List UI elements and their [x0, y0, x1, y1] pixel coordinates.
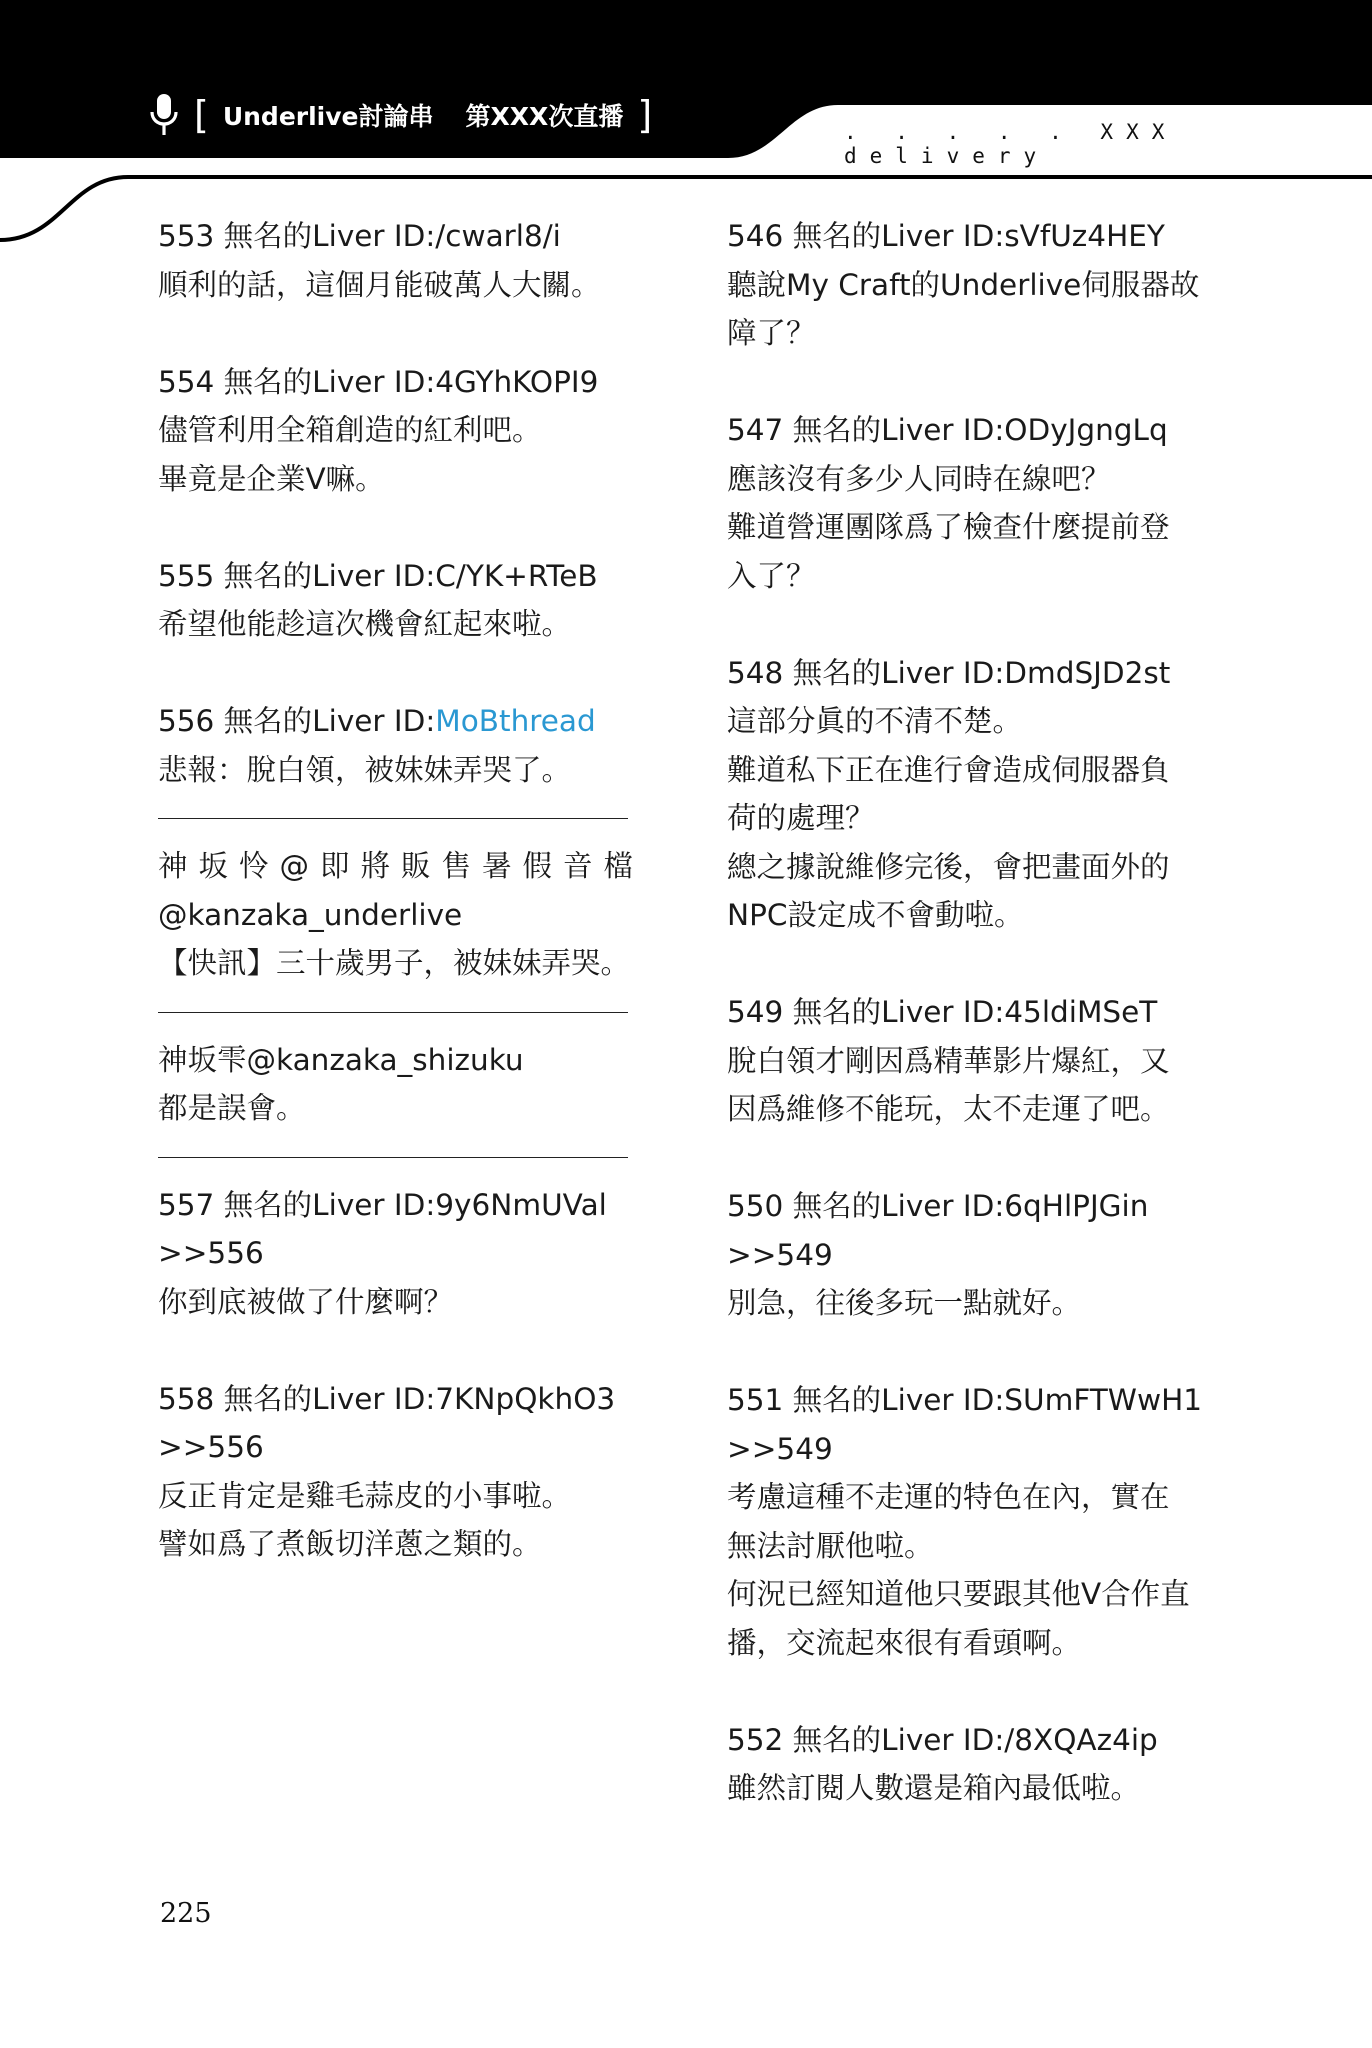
post-line: 播，交流起來很有看頭啊。: [727, 1625, 1082, 1660]
post-line: 考慮這種不走運的特色在內，實在: [727, 1480, 1170, 1514]
post-header: 550 無名的Liver ID:6qHlPJGin: [727, 1189, 1149, 1223]
post-header-prefix: 556 無名的Liver ID:: [158, 704, 436, 738]
microphone-icon: [148, 92, 180, 138]
post-header: 551 無名的Liver ID:SUmFTWwH1: [727, 1383, 1203, 1417]
post-line: 難道營運團隊爲了檢查什麼提前登: [727, 510, 1170, 544]
post-line: 譬如爲了煮飯切洋蔥之類的。: [158, 1527, 542, 1561]
divider: [158, 818, 628, 819]
header-delivery: . . . . . XXX delivery: [844, 120, 1178, 168]
tweet-author-name: 神 坂 怜 @ 即 將 販 售 暑 假 音 檔: [158, 849, 633, 883]
post-header: 547 無名的Liver ID:ODyJgngLq: [727, 413, 1168, 447]
post-header: 552 無名的Liver ID:/8XQAz4ip: [727, 1722, 1158, 1757]
post-line: 希望他能趁這次機會紅起來啦。: [158, 607, 572, 641]
post-header: 557 無名的Liver ID:9y6NmUVal: [158, 1187, 607, 1222]
post-554: [158, 358, 648, 504]
post-reply-ref: >>549: [727, 1237, 833, 1272]
bracket-open: [: [194, 93, 209, 137]
post-line: 這部分眞的不清不楚。: [727, 704, 1023, 738]
post-line: 因爲維修不能玩，太不走運了吧。: [727, 1092, 1170, 1126]
post-557: [158, 1181, 648, 1327]
post-reply-ref: >>549: [727, 1431, 833, 1466]
tweet-shizuku: [158, 1036, 648, 1133]
thread-link[interactable]: MoBthread: [435, 704, 596, 738]
post-line: 你到底被做了什麼啊？: [158, 1284, 454, 1319]
post-547: [727, 406, 1217, 600]
tweet-author-name: 神坂雫@kanzaka_shizuku: [158, 1042, 524, 1077]
post-558: [158, 1375, 648, 1569]
post-line: 何況已經知道他只要跟其他V合作直: [727, 1577, 1190, 1611]
bracket-close: ]: [637, 93, 653, 137]
post-552: [727, 1716, 1217, 1813]
post-header: 553 無名的Liver ID:/cwarl8/i: [158, 219, 561, 253]
post-line: 難道私下正在進行會造成伺服器負: [727, 752, 1170, 787]
post-line: 雖然訂閱人數還是箱內最低啦。: [727, 1771, 1141, 1805]
post-line: 應該沒有多少人同時在線吧？: [727, 461, 1111, 496]
divider: [158, 1157, 628, 1158]
post-line: 脫白領才剛因爲精華影片爆紅，又: [727, 1043, 1170, 1078]
post-header: 554 無名的Liver ID:4GYhKOPI9: [158, 364, 599, 399]
post-551: [727, 1376, 1217, 1667]
tweet-text: 都是誤會。: [158, 1091, 306, 1125]
post-line: 儘管利用全箱創造的紅利吧。: [158, 413, 542, 447]
left-column: [158, 212, 648, 1617]
post-553: [158, 212, 648, 309]
tweet-rei: [158, 842, 648, 988]
post-line: 荷的處理？: [727, 801, 875, 835]
post-line: 聽說My Craft的Underlive伺服器故: [727, 267, 1200, 302]
right-column: [727, 212, 1217, 1861]
post-header: 546 無名的Liver ID:sVfUz4HEY: [727, 219, 1165, 253]
page-number: 225: [160, 1898, 212, 1929]
post-reply-ref: >>556: [158, 1430, 264, 1464]
post-line: 無法討厭他啦。: [727, 1528, 934, 1563]
post-548: [727, 649, 1217, 940]
post-line: NPC設定成不會動啦。: [727, 898, 1024, 932]
tweet-text: 【快訊】三十歲男子，被妹妹弄哭。: [158, 946, 631, 980]
post-header: 558 無名的Liver ID:7KNpQkhO3: [158, 1381, 616, 1416]
post-reply-ref: >>556: [158, 1236, 264, 1270]
post-header: 549 無名的Liver ID:45ldiMSeT: [727, 995, 1158, 1029]
post-line: 順利的話，這個月能破萬人大關。: [158, 267, 601, 302]
post-line: 總之據說維修完後，會把畫面外的: [727, 849, 1170, 884]
post-line: 悲報：脫白領，被妹妹弄哭了。: [158, 752, 572, 787]
post-556: [158, 697, 648, 794]
post-line: 入了？: [727, 558, 816, 593]
post-546: [727, 212, 1217, 358]
header-episode: 第XXX次直播: [465, 102, 624, 131]
post-line: 畢竟是企業V嘛。: [158, 461, 385, 496]
post-header: [158, 697, 648, 746]
post-line: 反正肯定是雞毛蒜皮的小事啦。: [158, 1478, 572, 1513]
header-series-title: Underlive討論串: [222, 102, 434, 131]
post-555: [158, 552, 648, 649]
post-header: 548 無名的Liver ID:DmdSJD2st: [727, 655, 1171, 690]
post-549: [727, 988, 1217, 1134]
post-line: 別急，往後多玩一點就好。: [727, 1286, 1082, 1320]
tweet-handle: @kanzaka_underlive: [158, 897, 463, 932]
divider: [158, 1012, 628, 1013]
header-title: [148, 92, 652, 138]
post-550: [727, 1182, 1217, 1328]
post-header: 555 無名的Liver ID:C/YK+RTeB: [158, 558, 598, 593]
post-line: 障了？: [727, 316, 816, 350]
